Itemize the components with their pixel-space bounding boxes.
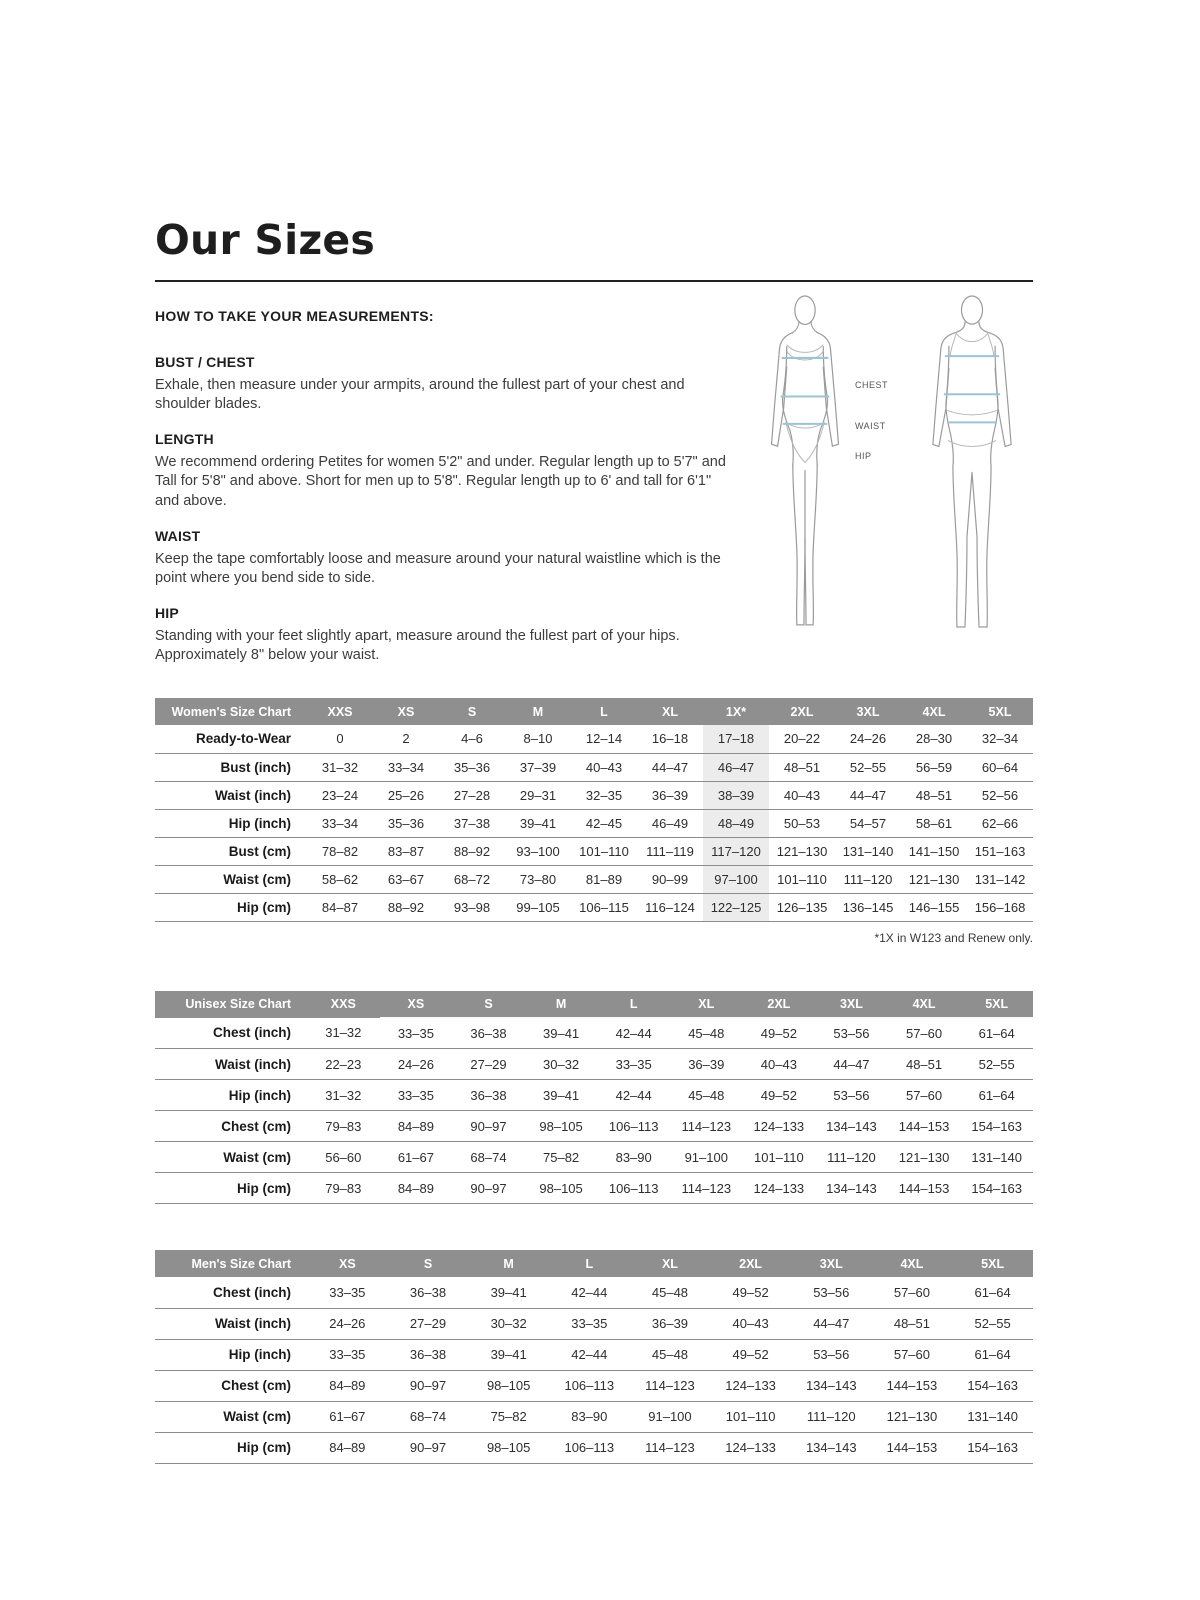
row-label: Waist (cm) [223, 1409, 291, 1425]
size-value-cell: 37–38 [453, 815, 491, 831]
size-value-cell: 52–56 [981, 787, 1019, 803]
size-value-cell: 27–28 [453, 787, 491, 803]
size-value-cell: 106–113 [608, 1118, 659, 1134]
section-hip [155, 605, 733, 665]
row-label: Hip (inch) [228, 815, 291, 831]
size-value-cell: 42–44 [571, 1347, 608, 1363]
size-value-cell: 154–163 [971, 1180, 1022, 1196]
size-value-cell: 42–45 [585, 815, 623, 831]
row-label: Waist (inch) [215, 1056, 291, 1072]
size-value-cell: 101–110 [579, 843, 629, 859]
size-value-cell: 111–120 [843, 871, 893, 887]
size-value-cell: 4–6 [461, 731, 483, 747]
size-value-cell: 48–51 [783, 759, 821, 775]
size-value-cell: 111–119 [646, 843, 694, 859]
size-value-cell: 68–72 [453, 871, 491, 887]
size-value-cell: 33–35 [329, 1284, 366, 1300]
womens-table [155, 698, 1033, 922]
size-value-cell: 48–51 [915, 787, 953, 803]
size-value-cell: 84–89 [329, 1378, 366, 1394]
page-content [155, 216, 1033, 1464]
measurement-intro [155, 308, 1033, 682]
chest-label: CHEST [855, 380, 889, 390]
size-value-cell: 35–36 [453, 759, 491, 775]
size-value-cell: 62–66 [981, 815, 1019, 831]
size-value-cell: 29–31 [519, 787, 557, 803]
size-value-cell: 131–140 [971, 1149, 1022, 1165]
size-value-cell: 53–56 [813, 1284, 850, 1300]
size-value-cell: 57–60 [905, 1087, 943, 1103]
row-label: Waist (cm) [223, 871, 291, 887]
size-value-cell: 36–38 [470, 1087, 507, 1103]
size-column-header: S [439, 698, 505, 725]
size-value-cell: 88–92 [453, 843, 491, 859]
size-value-cell: 40–43 [783, 787, 821, 803]
unisex-size-chart [155, 991, 1033, 1205]
row-label: Chest (inch) [212, 1284, 291, 1300]
size-value-cell: 106–113 [608, 1180, 659, 1196]
size-value-cell: 84–89 [397, 1180, 434, 1196]
size-column-header: XL [670, 991, 743, 1018]
size-value-cell: 52–55 [978, 1056, 1015, 1072]
unisex-table [155, 991, 1033, 1205]
size-value-cell: 36–38 [409, 1284, 447, 1300]
row-label: Bust (inch) [220, 759, 291, 775]
size-value-cell: 33–35 [397, 1087, 434, 1103]
size-value-cell: 2 [402, 731, 410, 747]
row-label: Waist (inch) [215, 1316, 291, 1332]
size-column-header: XXS [307, 991, 380, 1018]
size-column-header: 3XL [791, 1250, 872, 1277]
section-bust-chest [155, 354, 733, 414]
row-label: Waist (cm) [223, 1149, 291, 1165]
size-column-header: 5XL [960, 991, 1033, 1018]
size-column-header: 3XL [835, 698, 901, 725]
size-value-cell: 33–35 [571, 1316, 608, 1332]
size-value-cell: 144–153 [898, 1180, 950, 1196]
section-waist [155, 528, 733, 588]
section-title: BUST / CHEST [155, 354, 255, 370]
table-title: Unisex Size Chart [155, 991, 307, 1018]
section-title: LENGTH [155, 431, 214, 448]
size-value-cell: 151–163 [974, 843, 1026, 859]
size-value-cell: 45–48 [688, 1025, 725, 1041]
size-value-cell: 8–10 [523, 731, 553, 747]
size-value-cell: 40–43 [732, 1316, 769, 1332]
measurement-instructions [155, 308, 733, 682]
size-column-header: XS [380, 991, 453, 1018]
size-value-cell: 27–29 [470, 1056, 507, 1072]
row-label: Hip (cm) [237, 899, 291, 915]
section-title: HIP [155, 604, 179, 621]
size-value-cell: 111–120 [806, 1409, 856, 1425]
size-value-cell: 42–44 [615, 1025, 652, 1041]
size-value-cell: 121–130 [776, 843, 828, 859]
size-tables [155, 698, 1033, 1464]
row-label: Chest (cm) [221, 1118, 291, 1134]
size-value-cell: 131–140 [967, 1409, 1018, 1425]
size-value-cell: 83–87 [387, 843, 425, 859]
size-column-header: 2XL [710, 1250, 791, 1277]
size-value-cell: 134–143 [826, 1180, 877, 1196]
size-value-cell: 52–55 [849, 759, 887, 775]
size-value-cell: 31–32 [325, 1087, 362, 1103]
size-value-cell: 84–89 [397, 1118, 434, 1134]
size-column-header: M [525, 991, 598, 1018]
size-value-cell: 61–64 [974, 1347, 1011, 1363]
size-value-cell: 93–98 [453, 899, 491, 915]
size-value-cell: 52–55 [974, 1316, 1011, 1332]
size-value-cell: 98–105 [486, 1378, 531, 1394]
size-value-cell: 88–92 [387, 899, 425, 915]
size-value-cell: 49–52 [732, 1347, 769, 1363]
size-value-cell: 154–163 [971, 1118, 1022, 1134]
size-value-cell: 134–143 [805, 1440, 857, 1456]
section-text: Keep the tape comfortably loose and measure around your natural waistline which is the point where you bend side to side. [155, 550, 721, 586]
size-column-header: 2XL [743, 991, 816, 1018]
size-column-header: 1X* [703, 698, 769, 725]
size-value-cell: 45–48 [651, 1284, 689, 1300]
size-value-cell: 124–133 [753, 1118, 805, 1134]
unisex-size-chart-block [155, 991, 1033, 1205]
size-column-header: 4XL [901, 698, 967, 725]
row-label: Chest (inch) [212, 1025, 291, 1041]
size-column-header: 4XL [872, 1250, 953, 1277]
table-title: Women's Size Chart [155, 698, 307, 725]
size-value-cell: 56–60 [325, 1149, 362, 1165]
size-value-cell: 68–74 [409, 1409, 447, 1425]
size-value-cell: 24–26 [397, 1056, 434, 1072]
row-label: Hip (inch) [228, 1347, 291, 1363]
size-column-header: 5XL [952, 1250, 1033, 1277]
size-value-cell: 58–62 [321, 871, 359, 887]
section-text: Exhale, then measure under your armpits, around the fullest part of your chest and shoulder blades. [155, 377, 685, 413]
size-value-cell: 57–60 [893, 1284, 930, 1300]
size-value-cell: 63–67 [387, 871, 425, 887]
size-value-cell: 24–26 [329, 1316, 366, 1332]
size-value-cell: 75–82 [543, 1149, 580, 1165]
size-value-cell: 61–64 [974, 1284, 1011, 1300]
size-value-cell: 111–120 [827, 1149, 876, 1165]
size-value-cell: 146–155 [908, 899, 960, 915]
size-value-cell: 141–150 [908, 843, 960, 859]
size-value-cell: 49–52 [760, 1087, 797, 1103]
size-value-cell: 91–100 [684, 1149, 728, 1165]
size-value-cell: 36–38 [409, 1347, 447, 1363]
size-value-cell: 36–39 [651, 787, 689, 803]
size-value-cell: 83–90 [571, 1409, 608, 1425]
size-value-cell: 121–130 [886, 1409, 938, 1425]
size-value-cell: 114–123 [681, 1180, 732, 1196]
size-column-header: XS [307, 1250, 388, 1277]
size-value-cell: 30–32 [490, 1316, 527, 1332]
size-value-cell: 136–145 [842, 899, 894, 915]
size-value-cell: 37–39 [519, 759, 557, 775]
size-value-cell: 68–74 [470, 1149, 507, 1165]
size-value-cell: 144–153 [898, 1118, 950, 1134]
size-value-cell: 49–52 [732, 1284, 769, 1300]
size-value-cell: 101–110 [777, 871, 827, 887]
size-value-cell: 33–34 [387, 759, 425, 775]
title-divider [155, 280, 1033, 282]
size-value-cell: 97–100 [703, 865, 769, 893]
size-value-cell: 46–49 [651, 815, 689, 831]
size-value-cell: 53–56 [813, 1347, 850, 1363]
size-value-cell: 90–97 [409, 1378, 447, 1394]
size-column-header: 5XL [967, 698, 1033, 725]
size-value-cell: 39–41 [490, 1347, 527, 1363]
size-value-cell: 31–32 [325, 1025, 362, 1041]
size-value-cell: 32–35 [585, 787, 623, 803]
size-value-cell: 114–123 [645, 1378, 695, 1394]
size-value-cell: 98–105 [539, 1180, 583, 1196]
size-value-cell: 131–142 [974, 871, 1026, 887]
size-value-cell: 48–49 [703, 809, 769, 837]
size-value-cell: 124–133 [725, 1440, 776, 1456]
size-value-cell: 38–39 [703, 781, 769, 809]
row-label: Chest (cm) [221, 1378, 291, 1394]
size-value-cell: 134–143 [826, 1118, 877, 1134]
size-value-cell: 16–18 [651, 731, 689, 747]
size-column-header: 2XL [769, 698, 835, 725]
womens-size-chart [155, 698, 1033, 922]
size-value-cell: 30–32 [543, 1056, 580, 1072]
size-value-cell: 53–56 [833, 1025, 870, 1041]
size-value-cell: 131–140 [842, 843, 894, 859]
size-value-cell: 101–110 [754, 1149, 804, 1165]
row-label: Bust (cm) [228, 843, 291, 859]
size-value-cell: 33–35 [397, 1025, 434, 1041]
size-value-cell: 48–51 [893, 1316, 930, 1332]
size-column-header: M [468, 1250, 549, 1277]
size-value-cell: 50–53 [783, 815, 821, 831]
size-value-cell: 75–82 [490, 1409, 527, 1425]
size-value-cell: 106–113 [564, 1378, 615, 1394]
size-value-cell: 45–48 [651, 1347, 689, 1363]
size-value-cell: 154–163 [967, 1378, 1018, 1394]
size-value-cell: 144–153 [886, 1378, 938, 1394]
size-value-cell: 33–34 [321, 815, 359, 831]
size-value-cell: 154–163 [967, 1440, 1018, 1456]
size-value-cell: 124–133 [753, 1180, 805, 1196]
man-figure-illustration [911, 294, 1033, 640]
size-value-cell: 56–59 [915, 759, 953, 775]
row-label: Hip (inch) [228, 1087, 291, 1103]
size-column-header: L [549, 1250, 630, 1277]
size-value-cell: 33–35 [615, 1056, 652, 1072]
size-value-cell: 44–47 [813, 1316, 850, 1332]
size-value-cell: 25–26 [387, 787, 425, 803]
size-value-cell: 49–52 [760, 1025, 797, 1041]
size-value-cell: 61–67 [397, 1149, 434, 1165]
size-value-cell: 36–39 [651, 1316, 689, 1332]
size-value-cell: 32–34 [981, 731, 1019, 747]
size-value-cell: 36–38 [470, 1025, 507, 1041]
page-title: Our Sizes [155, 216, 375, 264]
size-column-header: L [571, 698, 637, 725]
size-value-cell: 53–56 [833, 1087, 870, 1103]
mens-size-chart [155, 1250, 1033, 1464]
size-value-cell: 117–120 [703, 837, 769, 865]
womens-size-chart-block [155, 698, 1033, 945]
size-value-cell: 57–60 [893, 1347, 930, 1363]
size-value-cell: 44–47 [833, 1056, 870, 1072]
size-value-cell: 23–24 [321, 787, 359, 803]
size-value-cell: 39–41 [490, 1284, 527, 1300]
measurements-heading: HOW TO TAKE YOUR MEASUREMENTS: [155, 308, 434, 324]
size-value-cell: 121–130 [908, 871, 960, 887]
mens-size-chart-block [155, 1250, 1033, 1464]
size-column-header: M [505, 698, 571, 725]
size-value-cell: 156–168 [974, 899, 1026, 915]
size-column-header: XL [630, 1250, 711, 1277]
mens-table [155, 1250, 1033, 1464]
size-value-cell: 40–43 [585, 759, 623, 775]
size-value-cell: 39–41 [543, 1087, 580, 1103]
size-column-header: S [388, 1250, 469, 1277]
size-value-cell: 98–105 [539, 1118, 583, 1134]
womens-chart-footnote: *1X in W123 and Renew only. [874, 930, 1033, 945]
size-value-cell: 42–44 [615, 1087, 652, 1103]
size-value-cell: 121–130 [898, 1149, 950, 1165]
size-value-cell: 90–97 [409, 1440, 447, 1456]
size-value-cell: 101–110 [725, 1409, 776, 1425]
size-value-cell: 58–61 [915, 815, 953, 831]
size-value-cell: 78–82 [321, 843, 359, 859]
row-label: Hip (cm) [237, 1440, 291, 1456]
size-value-cell: 106–115 [579, 899, 629, 915]
size-value-cell: 33–35 [329, 1347, 366, 1363]
size-value-cell: 42–44 [571, 1284, 608, 1300]
section-title: WAIST [155, 527, 201, 544]
size-value-cell: 39–41 [519, 815, 557, 831]
size-value-cell: 60–64 [981, 759, 1019, 775]
size-value-cell: 54–57 [849, 815, 887, 831]
size-column-header: XXS [307, 698, 373, 725]
hip-label: HIP [855, 451, 872, 461]
size-value-cell: 122–125 [703, 893, 769, 921]
figure-measurement-labels [855, 294, 911, 634]
measurement-figures [755, 294, 1033, 682]
section-text: We recommend ordering Petites for women 5'2" and under. Regular length up to 5'7" and Tall for 5'8" and above. Short for men up to 5'8". Regular length up to 6' and tall for 6'1" and above. [155, 454, 726, 509]
size-value-cell: 73–80 [519, 871, 557, 887]
size-column-header: L [597, 991, 670, 1018]
size-column-header: 3XL [815, 991, 888, 1018]
size-value-cell: 57–60 [905, 1025, 943, 1041]
size-value-cell: 106–113 [564, 1440, 615, 1456]
table-title: Men's Size Chart [155, 1250, 307, 1277]
row-label: Hip (cm) [237, 1180, 291, 1196]
size-value-cell: 31–32 [321, 759, 359, 775]
size-column-header: XS [373, 698, 439, 725]
size-value-cell: 61–67 [329, 1409, 366, 1425]
size-value-cell: 124–133 [725, 1378, 776, 1394]
section-length [155, 431, 733, 510]
size-value-cell: 99–105 [516, 899, 560, 915]
section-text: Standing with your feet slightly apart, measure around the fullest part of your hips. Approximately 8" below your waist. [155, 627, 680, 663]
size-value-cell: 22–23 [325, 1056, 362, 1072]
size-value-cell: 114–123 [645, 1440, 695, 1456]
size-value-cell: 24–26 [849, 731, 887, 747]
size-value-cell: 27–29 [409, 1316, 447, 1332]
size-value-cell: 90–99 [651, 871, 689, 887]
size-value-cell: 46–47 [703, 753, 769, 781]
size-column-header: S [452, 991, 525, 1018]
size-value-cell: 35–36 [387, 815, 425, 831]
size-value-cell: 61–64 [978, 1087, 1015, 1103]
size-value-cell: 134–143 [805, 1378, 857, 1394]
size-value-cell: 45–48 [688, 1087, 725, 1103]
size-value-cell: 116–124 [645, 899, 695, 915]
size-value-cell: 84–87 [321, 899, 359, 915]
size-value-cell: 44–47 [849, 787, 887, 803]
row-label: Ready-to-Wear [195, 731, 291, 747]
size-value-cell: 79–83 [325, 1180, 362, 1196]
size-value-cell: 20–22 [783, 731, 821, 747]
size-value-cell: 90–97 [470, 1118, 507, 1134]
size-value-cell: 81–89 [585, 871, 623, 887]
waist-label: WAIST [855, 421, 886, 431]
size-value-cell: 12–14 [585, 731, 623, 747]
size-value-cell: 144–153 [886, 1440, 938, 1456]
size-value-cell: 79–83 [325, 1118, 362, 1134]
size-value-cell: 17–18 [703, 725, 769, 753]
size-value-cell: 93–100 [516, 843, 560, 859]
size-value-cell: 91–100 [648, 1409, 692, 1425]
size-column-header: XL [637, 698, 703, 725]
size-value-cell: 48–51 [905, 1056, 943, 1072]
size-value-cell: 83–90 [615, 1149, 652, 1165]
size-value-cell: 126–135 [776, 899, 828, 915]
size-column-header: 4XL [888, 991, 961, 1018]
size-value-cell: 36–39 [688, 1056, 725, 1072]
size-value-cell: 90–97 [470, 1180, 507, 1196]
woman-figure-illustration [755, 294, 855, 634]
row-label: Waist (inch) [215, 787, 291, 803]
size-value-cell: 39–41 [543, 1025, 580, 1041]
size-value-cell: 0 [336, 731, 344, 747]
size-value-cell: 28–30 [915, 731, 953, 747]
size-value-cell: 44–47 [651, 759, 689, 775]
size-value-cell: 98–105 [486, 1440, 531, 1456]
size-value-cell: 114–123 [681, 1118, 732, 1134]
size-value-cell: 61–64 [978, 1025, 1015, 1041]
size-value-cell: 84–89 [329, 1440, 366, 1456]
size-value-cell: 40–43 [760, 1056, 797, 1072]
